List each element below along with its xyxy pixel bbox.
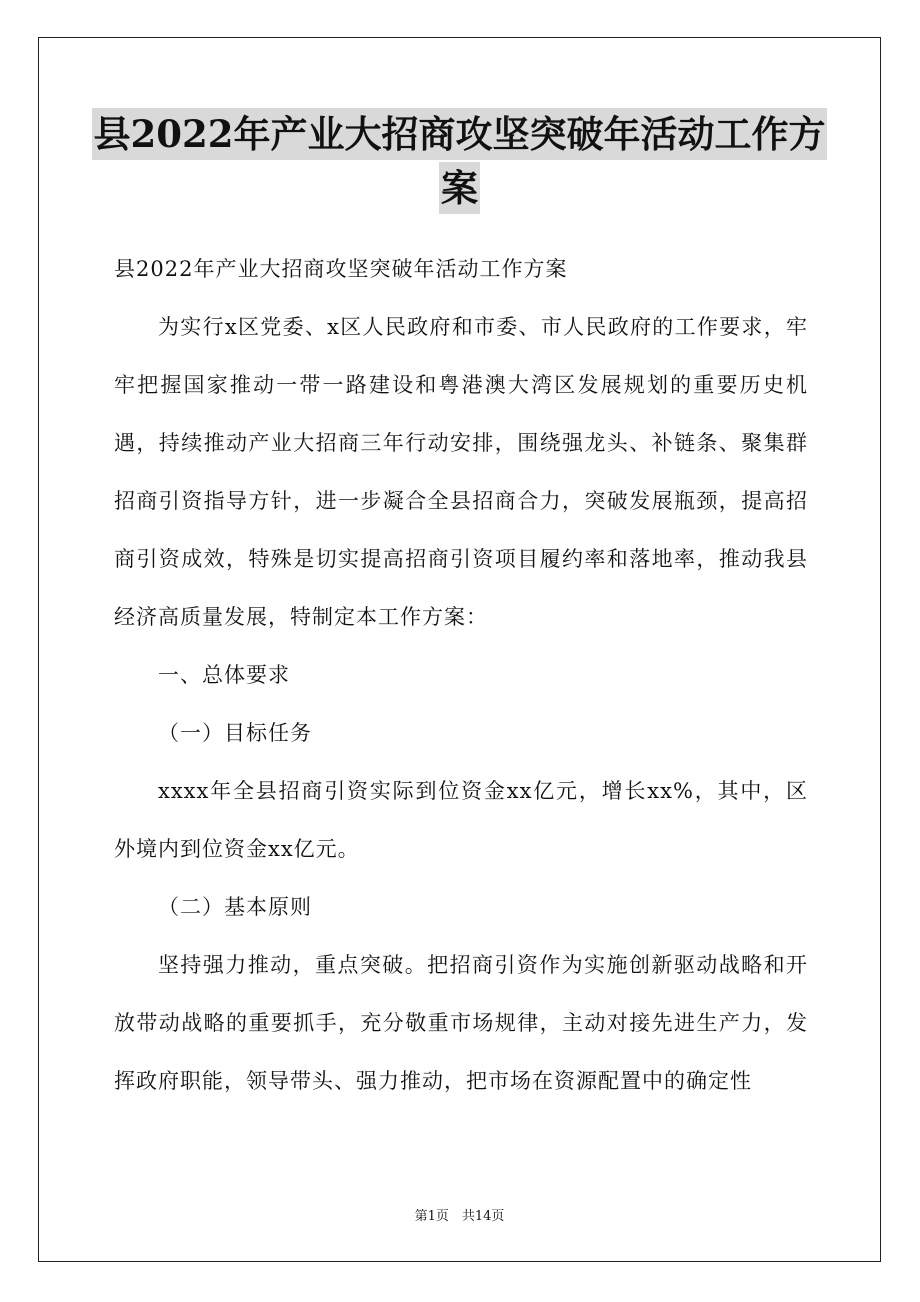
paragraph-intro: 为实行x区党委、x区人民政府和市委、市人民政府的工作要求，牢牢把握国家推动一带一路建设和粤港澳大湾区发展规划的重要历史机遇，持续推动产业大招商三年行动安排，围绕强龙头、补链条、聚集群招商引资指导方针，进一步凝合全县招商合力，突破发展瓶颈，提高招商引资成效，特殊是切实提高招商引资项目履约率和落地率，推动我县经济高质量发展，特制定本工作方案： — [114, 315, 808, 629]
paragraph-targets: xxxx年全县招商引资实际到位资金xx亿元，增长xx%，其中，区外境内到位资金xx亿元。 — [114, 779, 808, 861]
page-footer: 第1页 共14页 — [414, 1209, 505, 1224]
paragraph-subtitle: 县2022年产业大招商攻坚突破年活动工作方案 — [114, 257, 568, 281]
heading-target-tasks: （一）目标任务 — [158, 721, 312, 745]
title-line-1: 县2022年产业大招商攻坚突破年活动工作方 — [92, 108, 828, 160]
paragraph-principles: 坚持强力推动，重点突破。把招商引资作为实施创新驱动战略和开放带动战略的重要抓手，充分敬重市场规律，主动对接先进生产力，发挥政府职能，领导带头、强力推动，把市场在资源配置中的确定性 — [114, 953, 808, 1093]
title-line-2: 案 — [439, 162, 480, 214]
heading-basic-principles: （二）基本原则 — [158, 895, 312, 919]
document-body — [114, 240, 808, 1110]
document-title — [38, 108, 881, 214]
heading-general-requirements: 一、总体要求 — [158, 663, 290, 687]
